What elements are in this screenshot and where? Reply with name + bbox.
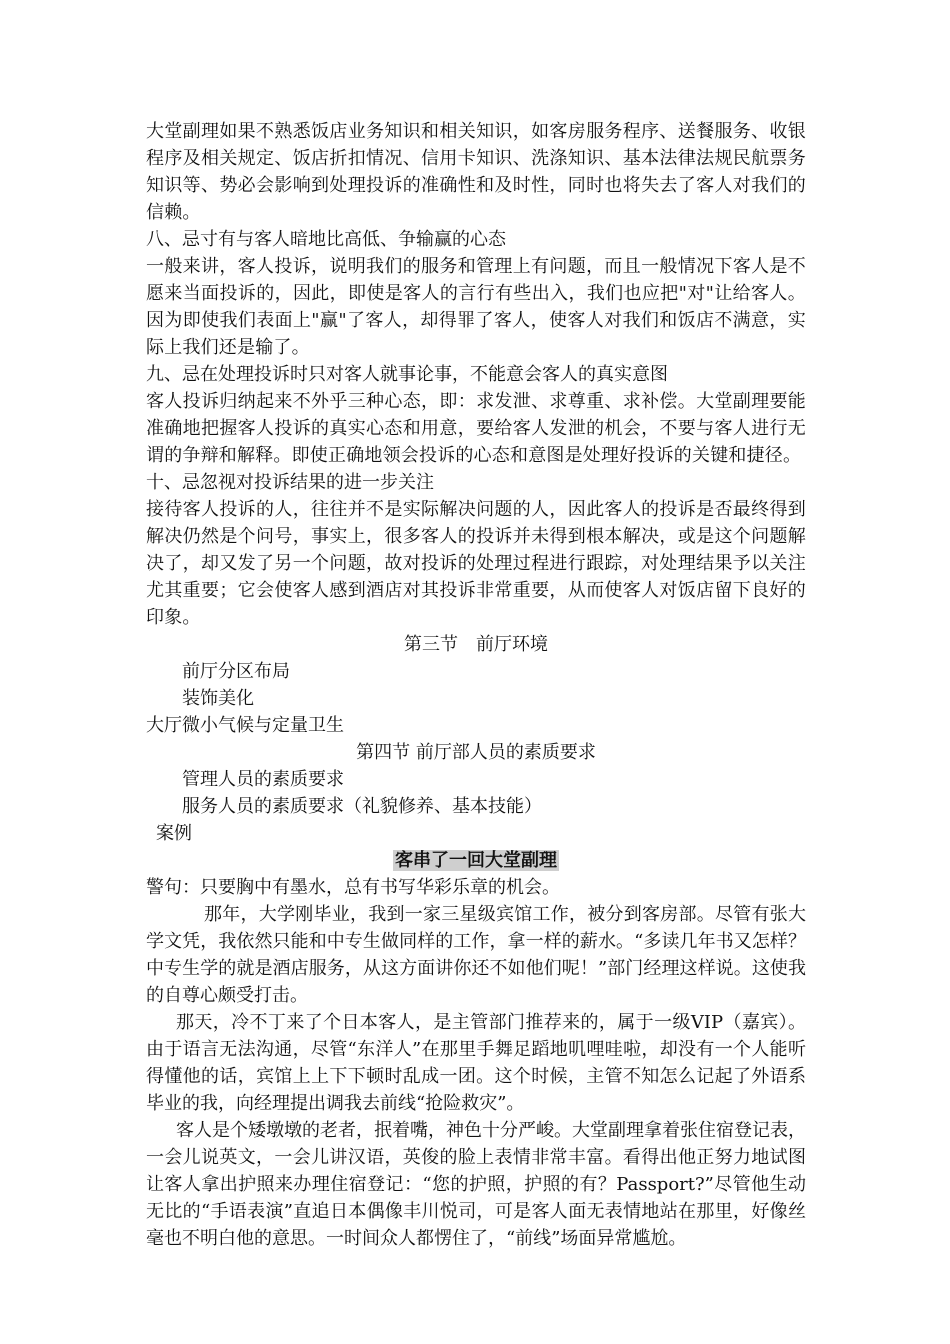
section-three-item-decoration: 装饰美化	[182, 688, 254, 709]
case-label: 案例	[156, 823, 192, 844]
case-title	[146, 847, 806, 874]
section-four-item-service: 服务人员的素质要求（礼貌修养、基本技能）	[182, 796, 542, 817]
section-four-item-management: 管理人员的素质要求	[182, 769, 344, 790]
section-four-title: 第四节 前厅部人员的素质要求	[356, 742, 596, 763]
section-three-item-layout: 前厅分区布局	[182, 661, 290, 682]
case-story-paragraph-1: 那年，大学刚毕业，我到一家三星级宾馆工作，被分到客房部。尽管有张大学文凭，我依然只能和中专生做同样的工作，拿一样的薪水。“多读几年书又怎样？中专生学的就是酒店服务，从这方面讲你还不如他们呢！”部门经理这样说。这使我的自尊心颇受打击。	[146, 904, 806, 1006]
document-body	[146, 118, 806, 1252]
heading-ten: 十、忌忽视对投诉结果的进一步关注	[146, 472, 434, 493]
case-motto: 警句：只要胸中有墨水，总有书写华彩乐章的机会。	[146, 877, 560, 898]
case-story-paragraph-3: 客人是个矮墩墩的老者，抿着嘴，神色十分严峻。大堂副理拿着张住宿登记表，一会儿说英文，一会儿讲汉语，英俊的脸上表情非常丰富。看得出他正努力地试图让客人拿出护照来办理住宿登记：“您的护照，护照的有？Passport?”尽管他生动无比的“手语表演”直追日本偶像丰川悦司，可是客人面无表情地站在那里，好像丝毫也不明白他的意思。一时间众人都愣住了，“前线”场面异常尴尬。	[146, 1120, 806, 1249]
paragraph-nine: 客人投诉归纳起来不外乎三种心态，即：求发泄、求尊重、求补偿。大堂副理要能准确地把握客人投诉的真实心态和用意，要给客人发泄的机会，不要与客人进行无谓的争辩和解释。即使正确地领会投诉的心态和意图是处理好投诉的关键和捷径。	[146, 391, 806, 466]
heading-eight: 八、忌寸有与客人暗地比高低、争输赢的心态	[146, 229, 506, 250]
case-story-paragraph-2: 那天，冷不丁来了个日本客人，是主管部门推荐来的，属于一级VIP（嘉宾）。由于语言无法沟通，尽管“东洋人”在那里手舞足蹈地叽哩哇啦，却没有一个人能听得懂他的话，宾馆上上下下顿时乱成一团。这个时候，主管不知怎么记起了外语系毕业的我，向经理提出调我去前线“抢险救灾”。	[146, 1012, 806, 1114]
section-three-title: 第三节 前厅环境	[404, 634, 548, 655]
paragraph-eight: 一般来讲，客人投诉，说明我们的服务和管理上有问题，而且一般情况下客人是不愿来当面投诉的，因此，即使是客人的言行有些出入，我们也应把"对"让给客人。因为即使我们表面上"赢"了客人，却得罪了客人，使客人对我们和饭店不满意，实际上我们还是输了。	[146, 256, 806, 358]
section-three-item-climate: 大厅微小气候与定量卫生	[146, 715, 344, 736]
case-title-text: 客串了一回大堂副理	[395, 850, 557, 871]
paragraph-knowledge: 大堂副理如果不熟悉饭店业务知识和相关知识，如客房服务程序、送餐服务、收银程序及相关规定、饭店折扣情况、信用卡知识、洗涤知识、基本法律法规民航票务知识等、势必会影响到处理投诉的准确性和及时性，同时也将失去了客人对我们的信赖。	[146, 121, 806, 223]
paragraph-ten: 接待客人投诉的人，往往并不是实际解决问题的人，因此客人的投诉是否最终得到解决仍然是个问号，事实上，很多客人的投诉并未得到根本解决，或是这个问题解决了，却又发了另一个问题，故对投诉的处理过程进行跟踪，对处理结果予以关注尤其重要；它会使客人感到酒店对其投诉非常重要，从而使客人对饭店留下良好的印象。	[146, 499, 806, 628]
heading-nine: 九、忌在处理投诉时只对客人就事论事，不能意会客人的真实意图	[146, 364, 668, 385]
